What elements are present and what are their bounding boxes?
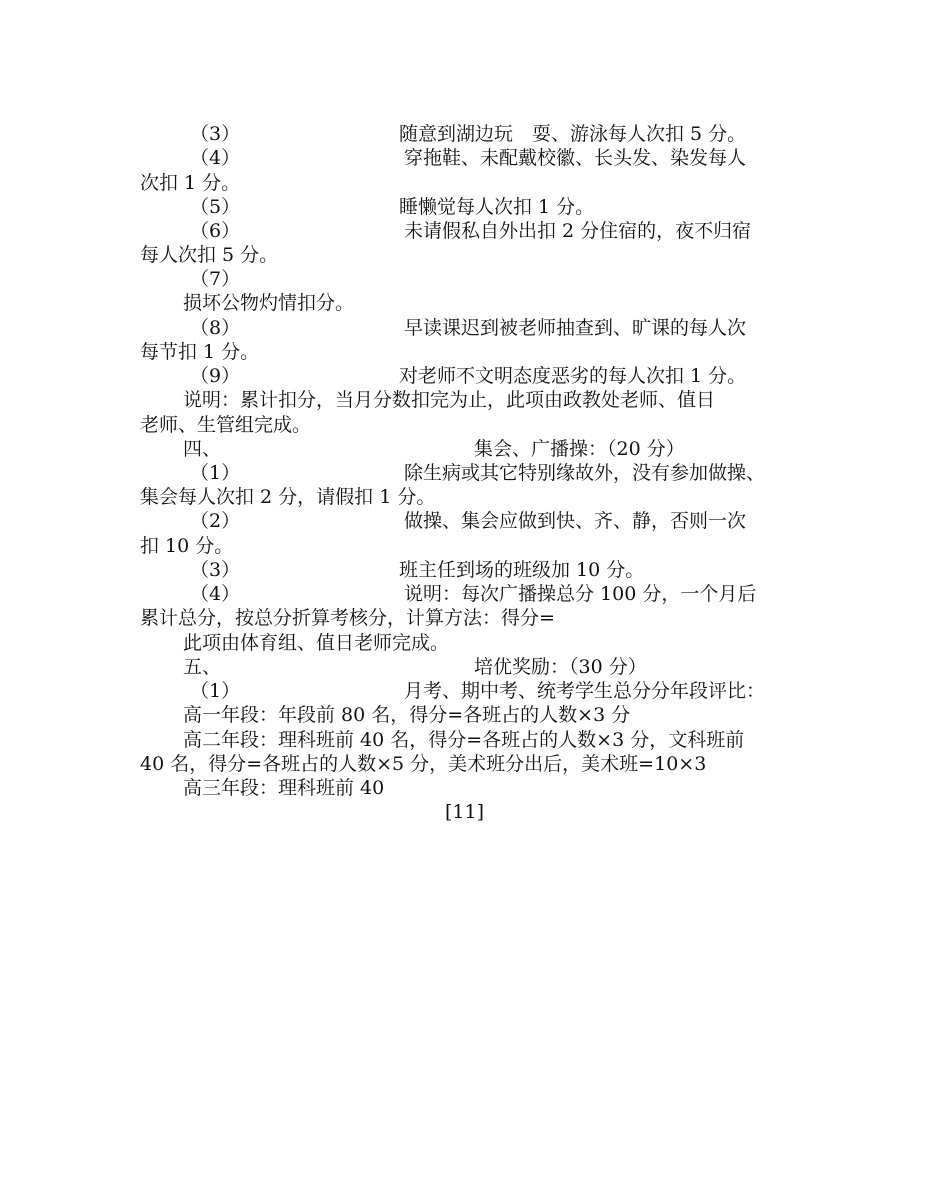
item-text: 对老师不文明态度恶劣的每人次扣 1 分。 [399,365,747,387]
paragraph-text: 说明：累计扣分，当月分数扣完为止，此项由政教处老师、值日 [183,389,716,411]
item-line [0,582,950,606]
paragraph-text: 高二年段：理科班前 40 名，得分=各班占的人数×3 分，文科班前 [183,729,745,751]
item-number: （6） [190,220,241,242]
item-text: 做操、集会应做到快、齐、静，否则一次 [404,510,747,532]
item-text: 说明：每次广播操总分 100 分，一个月后 [404,583,757,605]
continuation-text: 集会每人次扣 2 分，请假扣 1 分。 [140,486,436,508]
continuation-text: 40 名，得分=各班占的人数×5 分，美术班分出后，美术班=10×3 [140,753,707,775]
section-title: 集会、广播操：（20 分） [474,438,685,460]
item-line [0,219,950,243]
item-line [0,558,950,582]
paragraph-text: 高三年段：理科班前 40 [183,777,385,799]
item-line [0,509,950,533]
item-line [0,146,950,170]
continuation-text: 次扣 1 分。 [140,172,241,194]
paragraph-line [0,728,950,752]
section-heading [0,437,950,461]
continuation-line [0,340,950,364]
section-heading [0,655,950,679]
continuation-text: 老师、生管组完成。 [140,414,312,436]
section-number: 五、 [183,656,222,678]
item-line [0,267,950,291]
continuation-line [0,413,950,437]
item-line [0,316,950,340]
item-number: （1） [190,462,241,484]
item-line [0,364,950,388]
item-number: （4） [190,147,241,169]
item-text: 穿拖鞋、未配戴校徽、长头发、染发每人 [404,147,747,169]
item-text: 班主任到场的班级加 10 分。 [399,559,645,581]
continuation-text: 扣 10 分。 [140,535,234,557]
page-number: [11] [445,801,485,823]
paragraph-line [0,776,950,800]
paragraph-line [0,631,950,655]
item-text: 月考、期中考、统考学生总分分年段评比： [404,680,766,702]
item-number: （3） [190,559,241,581]
continuation-line [0,606,950,630]
item-number: （3） [190,123,241,145]
item-line [0,195,950,219]
item-number: （7） [190,268,241,290]
item-text: 未请假私自外出扣 2 分住宿的，夜不归宿 [404,220,752,242]
item-text: 随意到湖边玩 耍、游泳每人次扣 5 分。 [399,123,747,145]
paragraph-line [0,388,950,412]
continuation-text: 每人次扣 5 分。 [140,244,279,266]
item-number: （9） [190,365,241,387]
section-title: 培优奖励：（30 分） [474,656,647,678]
item-number: （4） [190,583,241,605]
paragraph-text: 此项由体育组、值日老师完成。 [183,632,450,654]
item-line [0,461,950,485]
item-text: 睡懒觉每人次扣 1 分。 [399,196,595,218]
continuation-line [0,171,950,195]
continuation-line [0,243,950,267]
item-text: 早读课迟到被老师抽查到、旷课的每人次 [404,317,747,339]
item-number: （8） [190,317,241,339]
section-number: 四、 [183,438,222,460]
paragraph-text: 损坏公物灼情扣分。 [183,292,355,314]
paragraph-line [0,703,950,727]
paragraph-text: 高一年段：年段前 80 名，得分=各班占的人数×3 分 [183,704,631,726]
item-number: （5） [190,196,241,218]
continuation-text: 累计总分，按总分折算考核分，计算方法：得分= [140,607,555,629]
paragraph-line [0,291,950,315]
continuation-line [0,752,950,776]
item-text: 除生病或其它特别缘故外，没有参加做操、 [404,462,766,484]
continuation-line [0,534,950,558]
continuation-text: 每节扣 1 分。 [140,341,260,363]
continuation-line [0,485,950,509]
item-number: （2） [190,510,241,532]
item-line [0,679,950,703]
page-footer [0,800,950,824]
item-line [0,122,950,146]
item-number: （1） [190,680,241,702]
